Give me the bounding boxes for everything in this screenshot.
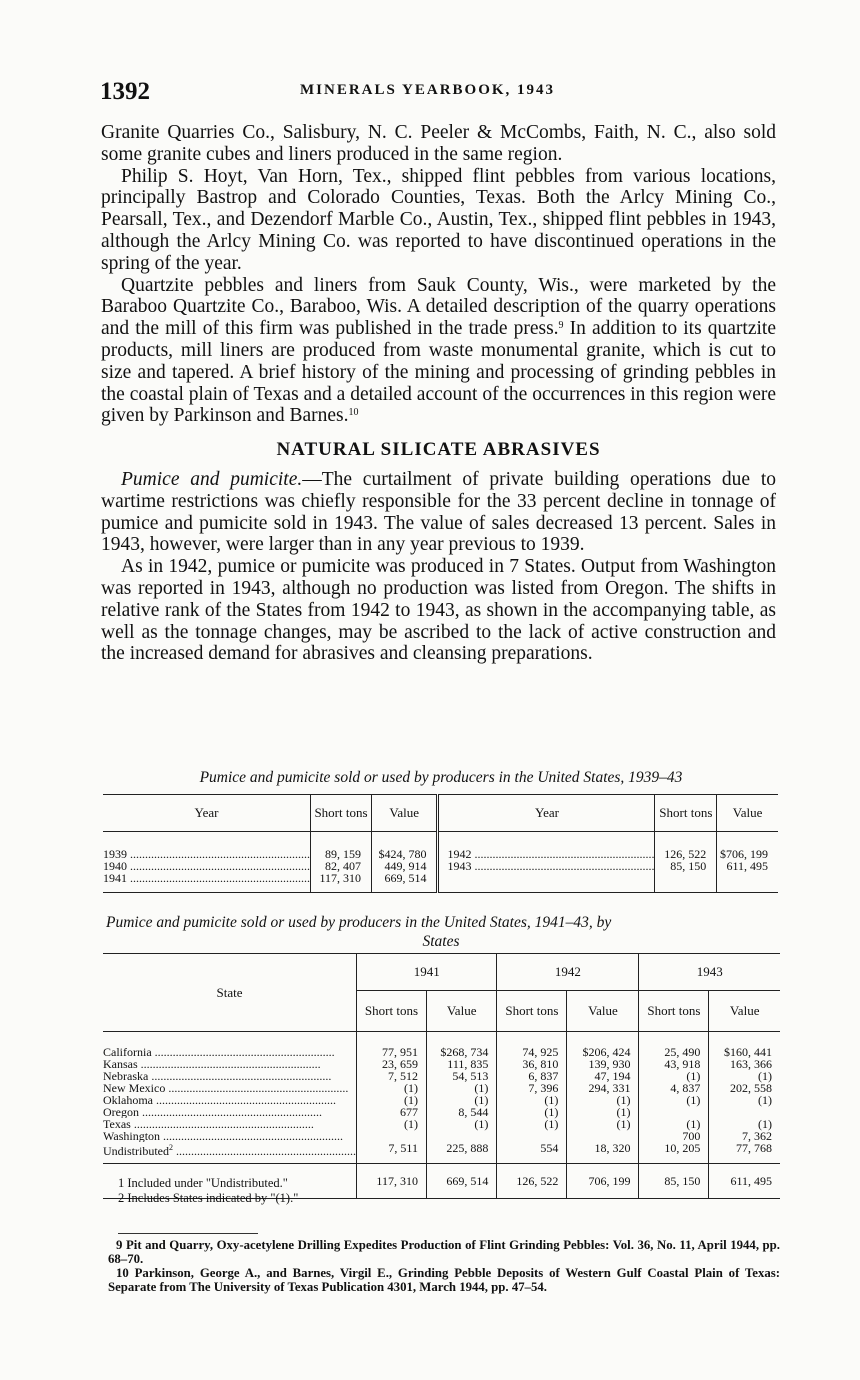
table1-left-tons <box>311 832 372 893</box>
footnote-9: 9 Pit and Quarry, Oxy-acetylene Drilling Expedites Production of Flint Grinding Pebbles: Vol. 36, No. 11, April 1944, pp. 68–70. <box>108 1238 780 1266</box>
tons-cell: (1) <box>686 1117 701 1131</box>
table-footnotes <box>118 1176 298 1206</box>
page-number: 1392 <box>100 78 150 105</box>
paragraph-pumice-lead: Pumice and pumicite. <box>121 468 303 490</box>
table2-col-1943-value <box>709 1032 780 1164</box>
table2-header-short-tons-1941: Short tons <box>357 991 427 1032</box>
table-row <box>103 1032 780 1164</box>
total-cell: 85, 150 <box>639 1164 709 1199</box>
table-row <box>103 832 778 893</box>
paragraph-states: As in 1942, pumice or pumicite was produced in 7 States. Output from Washington was reported in 1943, although no production was listed from Oregon. The shifts in relative rank of the States from 1942 to 1943, as shown in the accompanying table, as well as the tonnage changes, may be ascribed to the lack of active construction and the increased demand for abrasives and cleansing preparations. <box>101 556 776 665</box>
year-cell: 1941 ............................................................ <box>103 872 310 884</box>
value-cell: $424, 780 <box>378 847 427 861</box>
table1-header-value: Value <box>372 795 438 832</box>
table2-caption-line2: States <box>422 933 460 950</box>
value-cell: 202, 558 <box>730 1081 772 1095</box>
tons-cell: 4, 837 <box>670 1081 701 1095</box>
total-cell: 669, 514 <box>426 1164 496 1199</box>
tons-cell: 126, 522 <box>664 847 707 861</box>
value-cell: (1) <box>616 1117 631 1131</box>
tons-cell: 43, 918 <box>664 1057 701 1071</box>
tons-cell: 77, 951 <box>381 1045 418 1059</box>
tons-cell: 7, 511 <box>388 1141 418 1155</box>
year-cell: 1943 ............................................................ <box>447 860 655 872</box>
state-cell: California ............................................................ <box>103 1046 335 1058</box>
state-cell: Oregon ............................................................ <box>103 1106 322 1118</box>
table1-left-years <box>103 832 311 893</box>
total-cell: 611, 495 <box>709 1164 780 1199</box>
total-cell: 126, 522 <box>497 1164 567 1199</box>
value-cell: 111, 835 <box>447 1057 489 1071</box>
tons-cell: 25, 490 <box>664 1045 701 1059</box>
table1-header-year-2: Year <box>438 795 655 832</box>
state-cell: Washington ............................................................ <box>103 1130 344 1142</box>
value-cell: 139, 930 <box>588 1057 631 1071</box>
tons-cell: 85, 150 <box>670 859 707 873</box>
table2-header-1943: 1943 <box>639 954 780 991</box>
table1-right-years <box>438 832 655 893</box>
value-cell: 163, 366 <box>730 1057 772 1071</box>
tons-cell: 10, 205 <box>664 1141 701 1155</box>
table2-col-1942-value <box>567 1032 639 1164</box>
paragraph-quartzite <box>101 275 776 428</box>
value-cell: $706, 199 <box>720 847 768 861</box>
tons-cell: 74, 925 <box>522 1045 559 1059</box>
table2-header-value-1941: Value <box>426 991 496 1032</box>
value-cell: 294, 331 <box>588 1081 631 1095</box>
table2-header-short-tons-1943: Short tons <box>639 991 709 1032</box>
table-pumice-by-state <box>103 953 780 1199</box>
value-cell: 54, 513 <box>452 1069 489 1083</box>
tons-cell: (1) <box>686 1069 701 1083</box>
value-cell: 47, 194 <box>594 1069 631 1083</box>
tons-cell: 7, 512 <box>387 1069 418 1083</box>
tons-cell: (1) <box>686 1093 701 1107</box>
footnote-1: 1 Included under "Undistributed." <box>118 1176 288 1190</box>
table1-caption: Pumice and pumicite sold or used by producers in the United States, 1939–43 <box>199 769 683 786</box>
tons-cell: (1) <box>544 1117 559 1131</box>
tons-cell: 7, 396 <box>528 1081 559 1095</box>
tons-cell: 82, 407 <box>325 859 361 873</box>
tons-cell: (1) <box>544 1105 559 1119</box>
running-head: MINERALS YEARBOOK, 1943 <box>300 82 556 98</box>
footnote-ref-10: 10 <box>348 407 359 419</box>
value-cell: $206, 424 <box>582 1045 631 1059</box>
paragraph-quartzite-a: Quartzite pebbles and liners from Sauk County, Wis., were marketed by the Baraboo Quartzite Co., Baraboo, Wis. A detailed description of the quarry operations and the mill of this firm was published in the trade press. <box>101 274 776 340</box>
state-cell: Texas ............................................................ <box>103 1118 314 1130</box>
value-cell: (1) <box>474 1081 489 1095</box>
state-name: Undistributed <box>103 1144 169 1157</box>
table2-header-short-tons-1942: Short tons <box>497 991 567 1032</box>
tons-cell: 117, 310 <box>319 871 361 885</box>
tons-cell: 36, 810 <box>522 1057 559 1071</box>
table2-header-1942: 1942 <box>497 954 639 991</box>
footnote-divider <box>118 1233 258 1234</box>
tons-cell: (1) <box>544 1093 559 1107</box>
tons-cell: 677 <box>399 1105 418 1119</box>
value-cell: 77, 768 <box>736 1141 772 1155</box>
value-cell: (1) <box>616 1093 631 1107</box>
footnote-10: 10 Parkinson, George A., and Barnes, Virgil E., Grinding Pebble Deposits of Western Gulf Coastal Plain of Texas: Separate from The University of Texas Publication 4301, March 1944, pp. 47–54. <box>108 1266 780 1294</box>
table1-header-value-2: Value <box>717 795 778 832</box>
total-cell: 706, 199 <box>567 1164 639 1199</box>
page-header <box>100 78 780 108</box>
value-cell: 18, 320 <box>594 1141 631 1155</box>
tons-cell: 700 <box>682 1129 701 1143</box>
value-cell: (1) <box>758 1093 772 1107</box>
tons-cell: (1) <box>403 1117 418 1131</box>
state-cell: Nebraska ............................................................ <box>103 1070 332 1082</box>
paragraph-flint-pebbles: Philip S. Hoyt, Van Horn, Tex., shipped flint pebbles from various locations, principally Bastrop and Colorado Counties, Texas. Both the Arlcy Mining Co., Pearsall, Tex., and Dezendorf Marble Co., Austin, Tex., shipped flint pebbles in 1943, although the Arlcy Mining Co. was reported to have discontinued operations in the spring of the year. <box>101 165 776 274</box>
state-cell: Oklahoma ............................................................ <box>103 1094 336 1106</box>
footnote-ref-2: 2 <box>169 1143 173 1152</box>
table1-header-year: Year <box>103 795 311 832</box>
value-cell: $268, 734 <box>440 1045 489 1059</box>
paragraph-pumice <box>101 469 776 556</box>
year-cell: 1939 ............................................................ <box>103 848 310 860</box>
value-cell: 669, 514 <box>384 871 427 885</box>
state-cell: Kansas ............................................................ <box>103 1058 321 1070</box>
year-cell: 1942 ............................................................ <box>447 848 655 860</box>
value-cell: 225, 888 <box>446 1141 489 1155</box>
table1-header-short-tons-2: Short tons <box>655 795 717 832</box>
section-title: NATURAL SILICATE ABRASIVES <box>276 439 601 461</box>
value-cell: $160, 441 <box>724 1045 772 1059</box>
table2-caption <box>106 913 776 951</box>
paragraph-granite: Granite Quarries Co., Salisbury, N. C. Peeler & McCombs, Faith, N. C., also sold some granite cubes and liners produced in the same region. <box>101 122 776 165</box>
footnote-ref-9: 9 <box>558 320 564 332</box>
total-cell: 117, 310 <box>357 1164 427 1199</box>
table2-col-1941-tons <box>357 1032 427 1164</box>
table2-col-1943-tons <box>639 1032 709 1164</box>
body-text <box>101 122 776 665</box>
table2-col-1942-tons <box>497 1032 567 1164</box>
table1-header-short-tons: Short tons <box>311 795 372 832</box>
table2-header-value-1942: Value <box>567 991 639 1032</box>
tons-cell: (1) <box>403 1093 418 1107</box>
table2-header-state: State <box>103 954 357 1032</box>
table2-state-list <box>103 1032 357 1164</box>
tons-cell: 89, 159 <box>325 847 361 861</box>
table1-right-tons <box>655 832 717 893</box>
table2-caption-line1: Pumice and pumicite sold or used by producers in the United States, 1941–43, by <box>106 914 612 931</box>
value-cell: 8, 544 <box>458 1105 489 1119</box>
tons-cell: 6, 837 <box>528 1069 559 1083</box>
paragraph-pumice-rest: —The curtailment of private building operations due to wartime restrictions was chiefly responsible for the 33 percent decline in tonnage of pumice and pumicite sold in 1943. The value of sales decreased 13 percent. Sales in 1943, however, were larger than in any year previous to 1939. <box>101 468 776 556</box>
page-footnotes <box>108 1238 780 1294</box>
table2-header-1941: 1941 <box>357 954 497 991</box>
table2-col-1941-value <box>426 1032 496 1164</box>
year-cell: 1940 ............................................................ <box>103 860 310 872</box>
value-cell: 611, 495 <box>726 859 768 873</box>
tons-cell: 554 <box>540 1141 559 1155</box>
value-cell: 449, 914 <box>384 859 427 873</box>
value-cell: (1) <box>474 1117 489 1131</box>
state-cell: New Mexico ............................................................ <box>103 1082 349 1094</box>
state-cell: Undistributed$^2$ ............................................................ <box>103 1143 356 1157</box>
value-cell: (1) <box>474 1093 489 1107</box>
table2-header-value-1943: Value <box>709 991 780 1032</box>
value-cell: 7, 362 <box>742 1129 772 1143</box>
value-cell: (1) <box>758 1117 772 1131</box>
table-pumice-by-year <box>103 794 778 893</box>
table1-left-values <box>372 832 438 893</box>
tons-cell: (1) <box>403 1081 418 1095</box>
footnote-2: 2 Includes States indicated by "(1)." <box>118 1191 299 1205</box>
tons-cell: 23, 659 <box>381 1057 418 1071</box>
table1-right-values <box>717 832 778 893</box>
paragraph-quartzite-b: In addition to its quartzite products, mill liners are produced from waste monumental granite, which is cut to size and tapered. A brief history of the mining and processing of grinding pebbles in the coastal plain of Texas and a detailed account of the occurrences in this region were given by Parkinson and Barnes. <box>101 318 776 427</box>
value-cell: (1) <box>616 1105 631 1119</box>
value-cell: (1) <box>758 1069 772 1083</box>
